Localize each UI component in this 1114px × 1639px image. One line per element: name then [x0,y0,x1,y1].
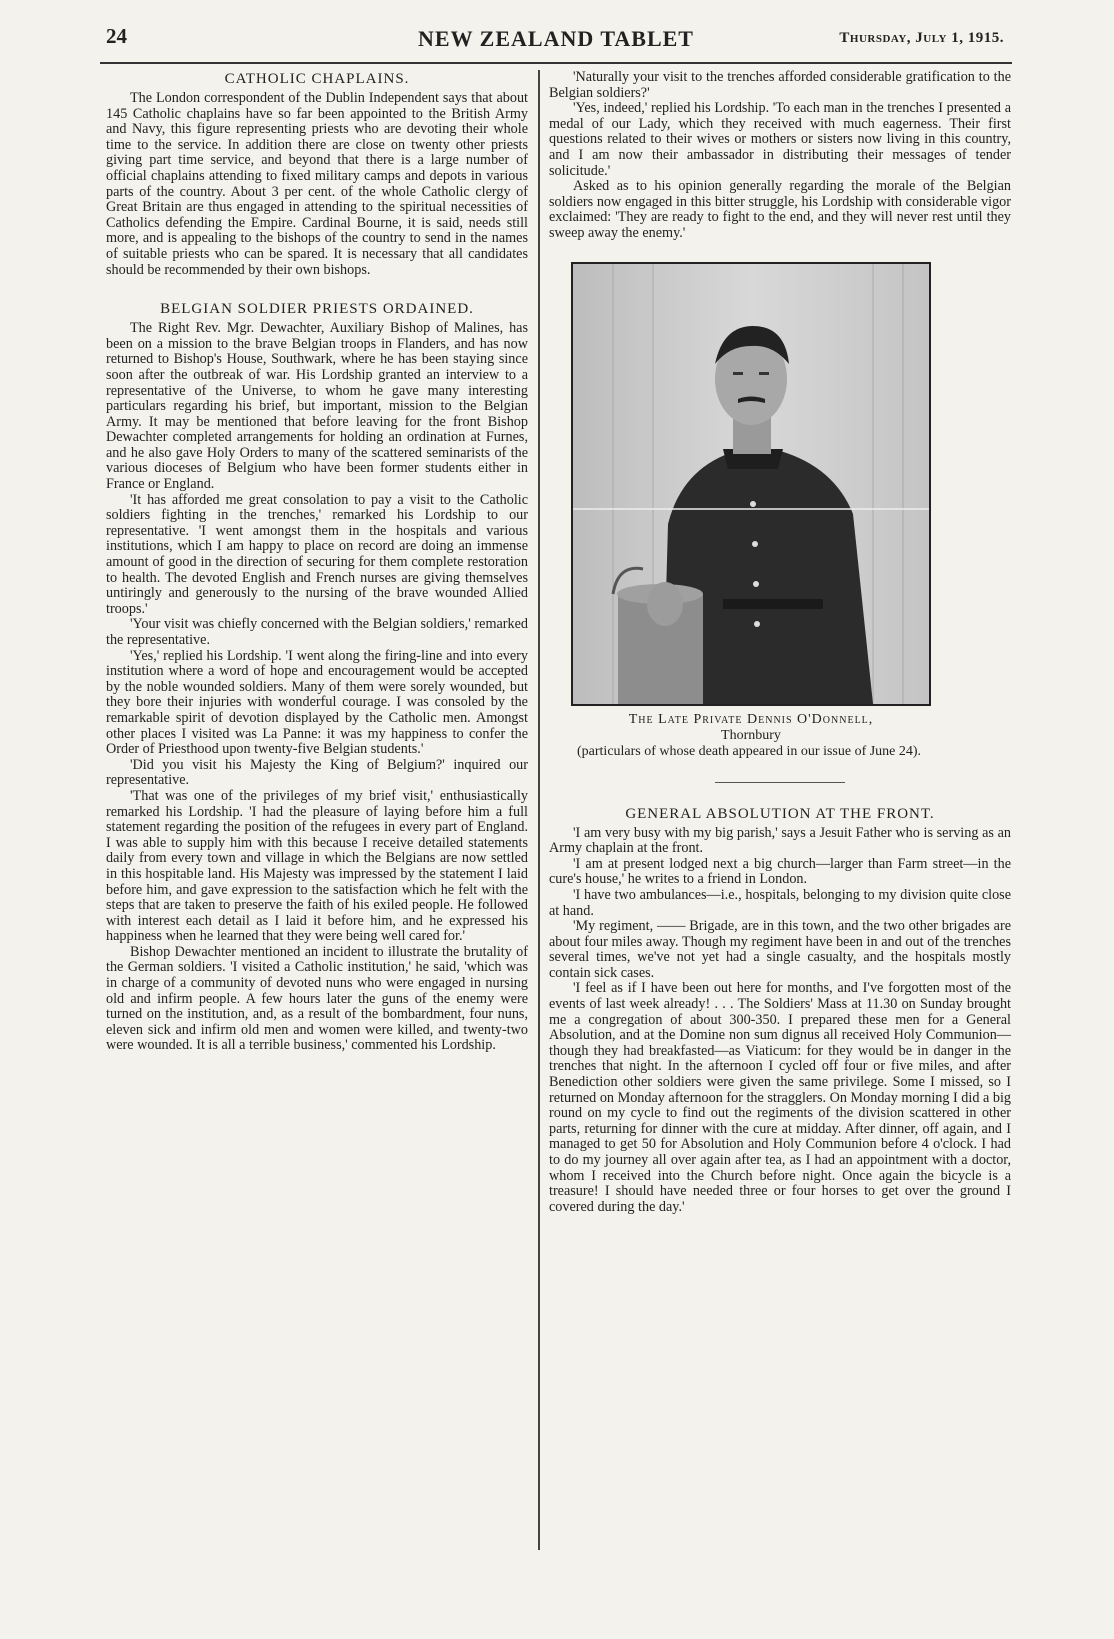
article-heading-absolution: GENERAL ABSOLUTION AT THE FRONT. [625,805,935,822]
article-paragraph: 'Yes, indeed,' replied his Lordship. 'To each man in the trenches I presented a medal of our Lady, which they received with much eagerness. Their first questions related to their wives or mothers or sisters now living in this country, and I am now their ambassador in distributing their messages of tender solicitude.' [549,100,1011,179]
issue-date: Thursday, July 1, 1915. [839,30,1004,46]
article-paragraph: The Right Rev. Mgr. Dewachter, Auxiliary Bishop of Malines, has been on a mission to the brave Belgian troops in Flanders, and has now returned to Bishop's House, Southwark, where he has been staying since soon after the outbreak of war. His Lordship granted an interview to a representative of the Universe, to whom he gave many interesting particulars regarding his brief, but important, mission to the Belgian Army. It may be mentioned that before leaving for the front Bishop Dewachter completed arrangements for holding an ordination at Furnes, and he also gave Holy Orders to many of the scattered seminarists of the various dioceses of Belgium who have been former students either in France or England. [106,320,528,493]
right-column [549,70,1011,1215]
article-paragraph: The London correspondent of the Dublin Independent says that about 145 Catholic chaplains have so far been appointed to the British Army and Navy, this figure representing priests who are devoting their whole time to the service. In addition there are close on twenty other priests giving part time service, and beyond that there is a large number of official chaplains attending to fixed military camps and depots in various parts of the country. About 3 per cent. of the whole Catholic clergy of Great Britain are thus engaged in attending to the spiritual necessities of Catholics defending the Empire. Cardinal Bourne, it is said, needs still more, and is appealing to the bishops of the country to send in the names of suitable priests who can be spared. It is necessary that all candidates should be recommended by their own bishops. [106,90,528,278]
article-paragraph: 'I feel as if I have been out here for months, and I've forgotten most of the events of last week already! . . . The Soldiers' Mass at 11.30 on Sunday brought me a congregation of about 300-350. I prepared these men for a General Absolution, and at the Domine non sum dignus all received Holy Communion—though they had breakfasted—as Viaticum: for they would be in danger in the trenches that night. In the afternoon I cycled off four or five miles, and after Benediction other soldiers were given the same privilege. Some I missed, so I returned on Monday afternoon for the stragglers. On Monday morning I did a big round on my cycle to find out the regiments of the division scattered in other parts, returning for dinner with the cure at midday. After dinner, off again, and I managed to get 50 for Absolution and Holy Communion before 4 o'clock. I had to do my journey all over again after tea, as I had an appointment with a doctor, whom I received into the Church before night. Once again the bicycle is a treasure! I should have needed three or four horses to get over the ground I covered during the day.' [549,980,1011,1215]
article-paragraph: Asked as to his opinion generally regarding the morale of the Belgian soldiers now engaged in this bitter struggle, his Lordship with considerable vigor exclaimed: 'They are ready to fight to the end, and they will never rest until they sweep away the enemy.' [549,178,1011,241]
page-header [100,22,1012,62]
left-column [106,70,528,1054]
masthead-title: NEW ZEALAND TABLET [418,26,694,51]
article-paragraph: 'I am very busy with my big parish,' says a Jesuit Father who is serving as an Army chaplain at the front. [549,824,1011,857]
soldier-portrait-photo [571,262,931,706]
article-paragraph: 'It has afforded me great consolation to pay a visit to the Catholic soldiers fighting in the trenches,' remarked his Lordship to our representative. 'I went amongst them in the hospitals and various institutions, which I am happy to place on record are doing an immense amount of good in the direction of securing for them complete restoration to health. The devoted English and French nurses are giving themselves untiringly and generously to the nursing of the brave wounded Allied troops.' [106,491,528,617]
caption-note: (particulars of whose death appeared in our issue of June 24). [577,743,922,759]
article-paragraph: Bishop Dewachter mentioned an incident to illustrate the brutality of the German soldiers. 'I visited a Catholic institution,' he said, 'which was in charge of a community of devoted nuns who were engaged in nursing old and infirm people. A few hours later the guns of the enemy were turned on the institution, and, as a result of the bombardment, four nuns, eleven sick and infirm old men and women were killed, and twenty-two were wounded. It is all a terrible business,' commented his Lordship. [106,943,528,1054]
article-heading-belgian: BELGIAN SOLDIER PRIESTS ORDAINED. [160,301,474,318]
page-number: 24 [106,24,127,48]
header-rule [100,62,1012,64]
caption-name: The Late Private Dennis O'Donnell, [628,711,874,727]
article-paragraph: 'I am at present lodged next a big church—larger than Farm street—in the cure's house,' he writes to a friend in London. [549,855,1011,888]
portrait-illustration [573,264,929,704]
article-paragraph: 'Your visit was chiefly concerned with the Belgian soldiers,' remarked the representative. [106,616,528,648]
article-paragraph: 'Did you visit his Majesty the King of Belgium?' inquired our representative. [106,756,528,789]
caption-place: Thornbury [721,727,781,743]
article-paragraph: 'That was one of the privileges of my brief visit,' enthusiastically remarked his Lordship. 'I had the pleasure of laying before him a full statement regarding the position of the refugees in every part of England. I was able to supply him with this because I receive detailed statements daily from every town and village in which the Belgians are now settled in this hospitable land. His Majesty was impressed by the statement I laid before him, and gave expression to the satisfaction which he felt with the steps that are taken to preserve the faith of his exiled people. He followed with interest each detail as I laid it before him, and he expressed his happiness when he learned that they were being well cared for.' [106,787,528,945]
article-paragraph: 'My regiment, —— Brigade, are in this town, and the two other brigades are about four miles away. Though my regiment have been in and out of the trenches several times, we've not yet had a single casualty, and the hospitals mostly contain sick cases. [549,918,1011,981]
photo-caption [571,712,931,760]
article-heading-chaplains: CATHOLIC CHAPLAINS. [224,71,410,87]
column-divider [538,70,540,1550]
article-paragraph: 'Yes,' replied his Lordship. 'I went along the firing-line and into every institution where a word of hope and encouragement would be accepted by the noble wounded soldiers. Many of them were sorely wounded, but they bore their injuries with wonderful courage. I was consoled by the remarkable spirit of devotion displayed by the Catholic men. Amongst other places I visited was La Panne: it was my happiness to confer the Order of Priesthood upon twenty-five Belgian students.' [106,647,528,758]
article-paragraph: 'I have two ambulances—i.e., hospitals, belonging to my division quite close at hand. [549,886,1011,919]
article-paragraph: 'Naturally your visit to the trenches afforded considerable gratification to the Belgian soldiers?' [549,69,1011,101]
portrait-figure [571,262,931,760]
